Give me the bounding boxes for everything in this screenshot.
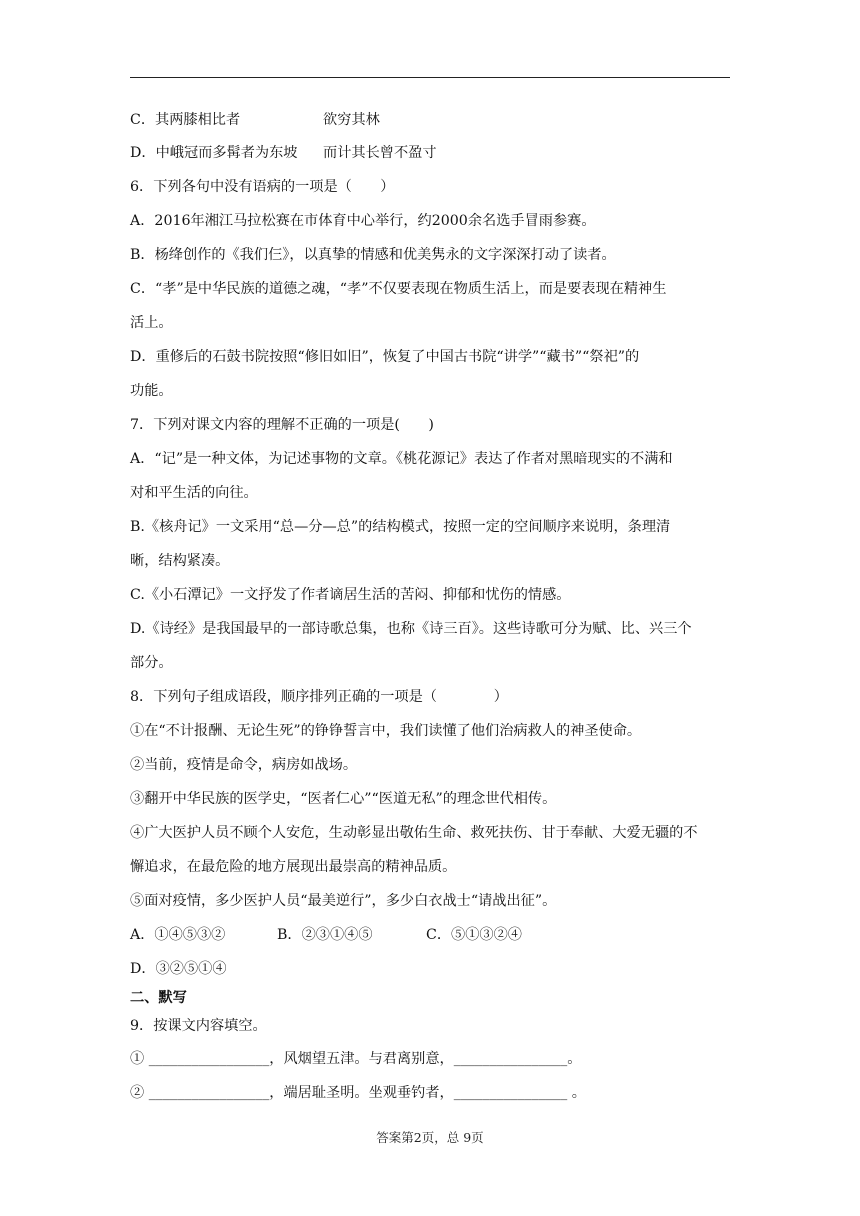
header-rule [130,77,730,78]
q5-option-c [130,110,740,130]
q5-option-c-right: 欲穷其林 [323,112,380,128]
q8-sentence-4-line2: 懈追求，在最危险的地方展现出最崇高的精神品质。 [130,859,457,875]
q8-option-c: C．⑤①③②④ [426,927,522,943]
q6-option-a: A．2016年湘江马拉松赛在市体育中心举行，约2000余名选手冒雨参赛。 [130,213,596,229]
q5-option-d-text: D．中峨冠而多髯者为东坡 [130,145,298,161]
q5-option-d [130,143,740,163]
q6-option-d-line2: 功能。 [130,383,173,399]
q6-stem: 6．下列各句中没有语病的一项是（ ） [130,179,395,195]
q9-fill-line-2: ② _________________，端居耻圣明。坐观垂钓者，________________ 。 [130,1085,586,1101]
q8-stem: 8．下列句子组成语段，顺序排列正确的一项是（ ） [130,689,508,705]
q7-option-b-line1: B.《核舟记》一文采用“总—分—总”的结构模式，按照一定的空间顺序来说明，条理清 [130,519,671,535]
q8-sentence-5: ⑤面对疫情，多少医护人员“最美逆行”，多少白衣战士“请战出征”。 [130,893,557,909]
q8-sentence-2: ②当前，疫情是命令，病房如战场。 [130,757,358,773]
q8-option-a: A．①④⑤③② [130,927,226,943]
q9-stem: 9．按课文内容填空。 [130,1018,267,1034]
q7-option-b-line2: 晰，结构紧凑。 [130,553,230,569]
q7-stem: 7．下列对课文内容的理解不正确的一项是( ) [130,417,434,433]
q7-option-a-line2: 对和平生活的向往。 [130,485,258,501]
q8-option-b: B．②③①④⑤ [277,927,373,943]
q7-option-a-line1: A．“记”是一种文体，为记述事物的文章。《桃花源记》表达了作者对黑暗现实的不满和 [130,451,673,467]
q6-option-c-line1: C．“孝”是中华民族的道德之魂，“孝”不仅要表现在物质生活上，而是要表现在精神生 [130,281,667,297]
page-footer: 答案第2页，总 9页 [376,1130,484,1145]
q5-option-c-text: C．其两膝相比者 [130,112,241,128]
q7-option-d-line1: D.《诗经》是我国最早的一部诗歌总集，也称《诗三百》。这些诗歌可分为赋、比、兴三个 [130,621,692,637]
q6-option-d-line1: D．重修后的石鼓书院按照“修旧如旧”，恢复了中国古书院“讲学”“藏书”“祭祀”的 [130,349,640,365]
q8-sentence-3: ③翻开中华民族的医学史，“医者仁心”“医道无私”的理念世代相传。 [130,791,557,807]
q8-option-d: D．③②⑤①④ [130,961,227,977]
q9-fill-line-1: ① _________________，风烟望五津。与君离别意，________________。 [130,1051,582,1067]
q8-sentence-1: ①在“不计报酬、无论生死”的铮铮誓言中，我们读懂了他们治病救人的神圣使命。 [130,723,642,739]
q8-sentence-4-line1: ④广大医护人员不顾个人安危，生动彰显出敬佑生命、救死扶伤、甘于奉献、大爱无疆的不 [130,825,698,841]
q7-option-d-line2: 部分。 [130,655,173,671]
q7-option-c: C.《小石潭记》一文抒发了作者谪居生活的苦闷、抑郁和忧伤的情感。 [130,587,571,603]
q6-option-c-line2: 活上。 [130,315,173,331]
q6-option-b: B．杨绛创作的《我们仨》，以真挚的情感和优美隽永的文字深深打动了读者。 [130,247,616,263]
section-heading: 二、默写 [130,990,187,1006]
q5-option-d-right: 而计其长曾不盈寸 [323,145,437,161]
